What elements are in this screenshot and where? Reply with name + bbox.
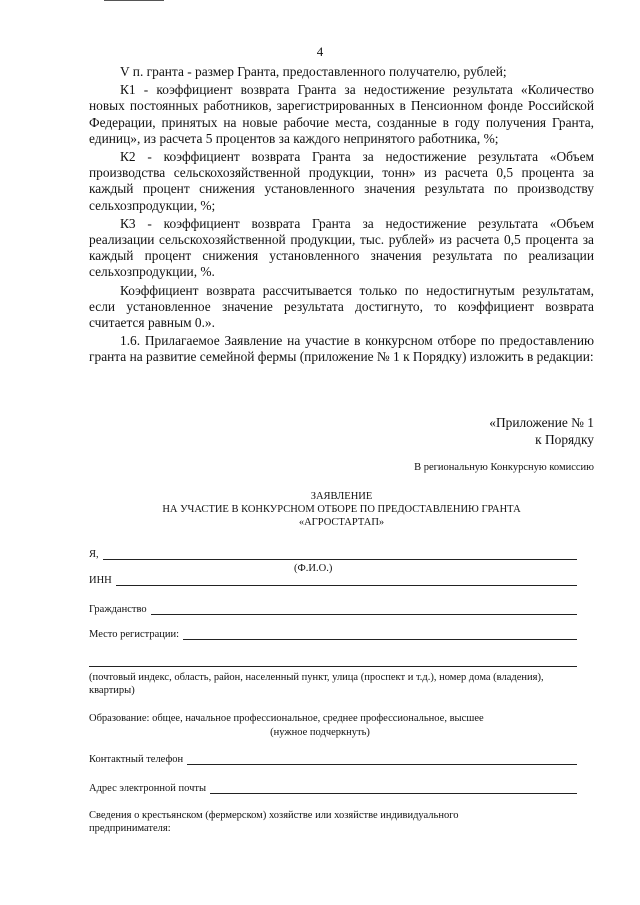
fio-note: (Ф.И.О.) [294, 563, 333, 574]
fio-label: Я, [89, 549, 99, 560]
heading-line-1: ЗАЯВЛЕНИЕ [310, 491, 373, 502]
paragraph-k2: К2 - коэффициент возврата Гранта за недостижение результата «Объем производства сельскохозяйственной продукции, тонн» из расчета 0,5 процента за каждый процент снижения установленного значения результата по производству сельхозпродукции, %; [89, 149, 594, 213]
education-label: Образование: общее, начальное профессиональное, среднее профессиональное, высшее [89, 713, 484, 724]
heading-line-3: «АГРОСТАРТАП» [298, 517, 385, 528]
registration-field[interactable] [183, 628, 577, 640]
application-heading [89, 490, 594, 529]
citizenship-row [89, 603, 577, 615]
email-label: Адрес электронной почты [89, 783, 207, 794]
education-note: (нужное подчеркнуть) [270, 727, 370, 738]
paragraph-1-6: 1.6. Прилагаемое Заявление на участие в конкурсном отборе по предоставлению гранта на развитие семейной фермы (приложение № 1 к Порядку) изложить в редакции: [89, 333, 594, 365]
address-note: (почтовый индекс, область, район, населенный пункт, улица (проспект и т.д.), номер дома (владения), квартиры) [89, 672, 544, 696]
inn-field[interactable] [116, 574, 577, 586]
heading-line-2: НА УЧАСТИЕ В КОНКУРСНОМ ОТБОРЕ ПО ПРЕДОСТАВЛЕНИЮ ГРАНТА [162, 504, 521, 515]
appendix-line-1: «Приложение № 1 [489, 415, 594, 430]
email-field[interactable] [210, 782, 577, 794]
paragraph-v-grant: V п. гранта - размер Гранта, предоставленного получателю, рублей; [120, 64, 507, 79]
document-body [89, 64, 594, 368]
paragraph-k3: К3 - коэффициент возврата Гранта за недостижение результата «Объем реализации сельскохозяйственной продукции, тыс. рублей» из расчета 0,5 процента за каждый процент снижения установленного значения результата по реализации сельхозпродукции, %. [89, 215, 594, 280]
citizenship-label: Гражданство [89, 604, 147, 615]
top-edge-mark [104, 0, 164, 1]
inn-row [89, 574, 577, 586]
phone-field[interactable] [187, 753, 577, 765]
registration-row [89, 628, 577, 640]
appendix-reference [489, 414, 594, 448]
appendix-line-2: к Порядку [535, 432, 594, 447]
page-number: 4 [316, 44, 324, 59]
phone-label: Контактный телефон [89, 754, 184, 765]
paragraph-coefficient: Коэффициент возврата рассчитывается только по недостигнутым результатам, если установленное значение результата достигнуто, то коэффициент возврата считается равным 0.». [89, 282, 594, 331]
email-row [89, 782, 577, 794]
fio-field[interactable] [103, 548, 577, 560]
commission-addressee: В региональную Конкурсную комиссию [414, 462, 594, 473]
inn-label: ИНН [89, 575, 112, 586]
address-field[interactable] [89, 666, 577, 667]
farm-info-label: Сведения о крестьянском (фермерском) хозяйстве или хозяйстве индивидуального предпринимателя: [89, 810, 459, 834]
registration-label: Место регистрации: [89, 629, 180, 640]
phone-row [89, 753, 577, 765]
citizenship-field[interactable] [151, 603, 577, 615]
fio-row [89, 548, 577, 560]
paragraph-k1: К1 - коэффициент возврата Гранта за недостижение результата «Количество новых постоянных работников, зарегистрированных в Пенсионном фонде Российской Федерации, принятых на новые рабочие места, созданные в году получения Гранта, единиц», из расчета 5 процентов за каждого непринятого работника, %; [89, 82, 594, 146]
